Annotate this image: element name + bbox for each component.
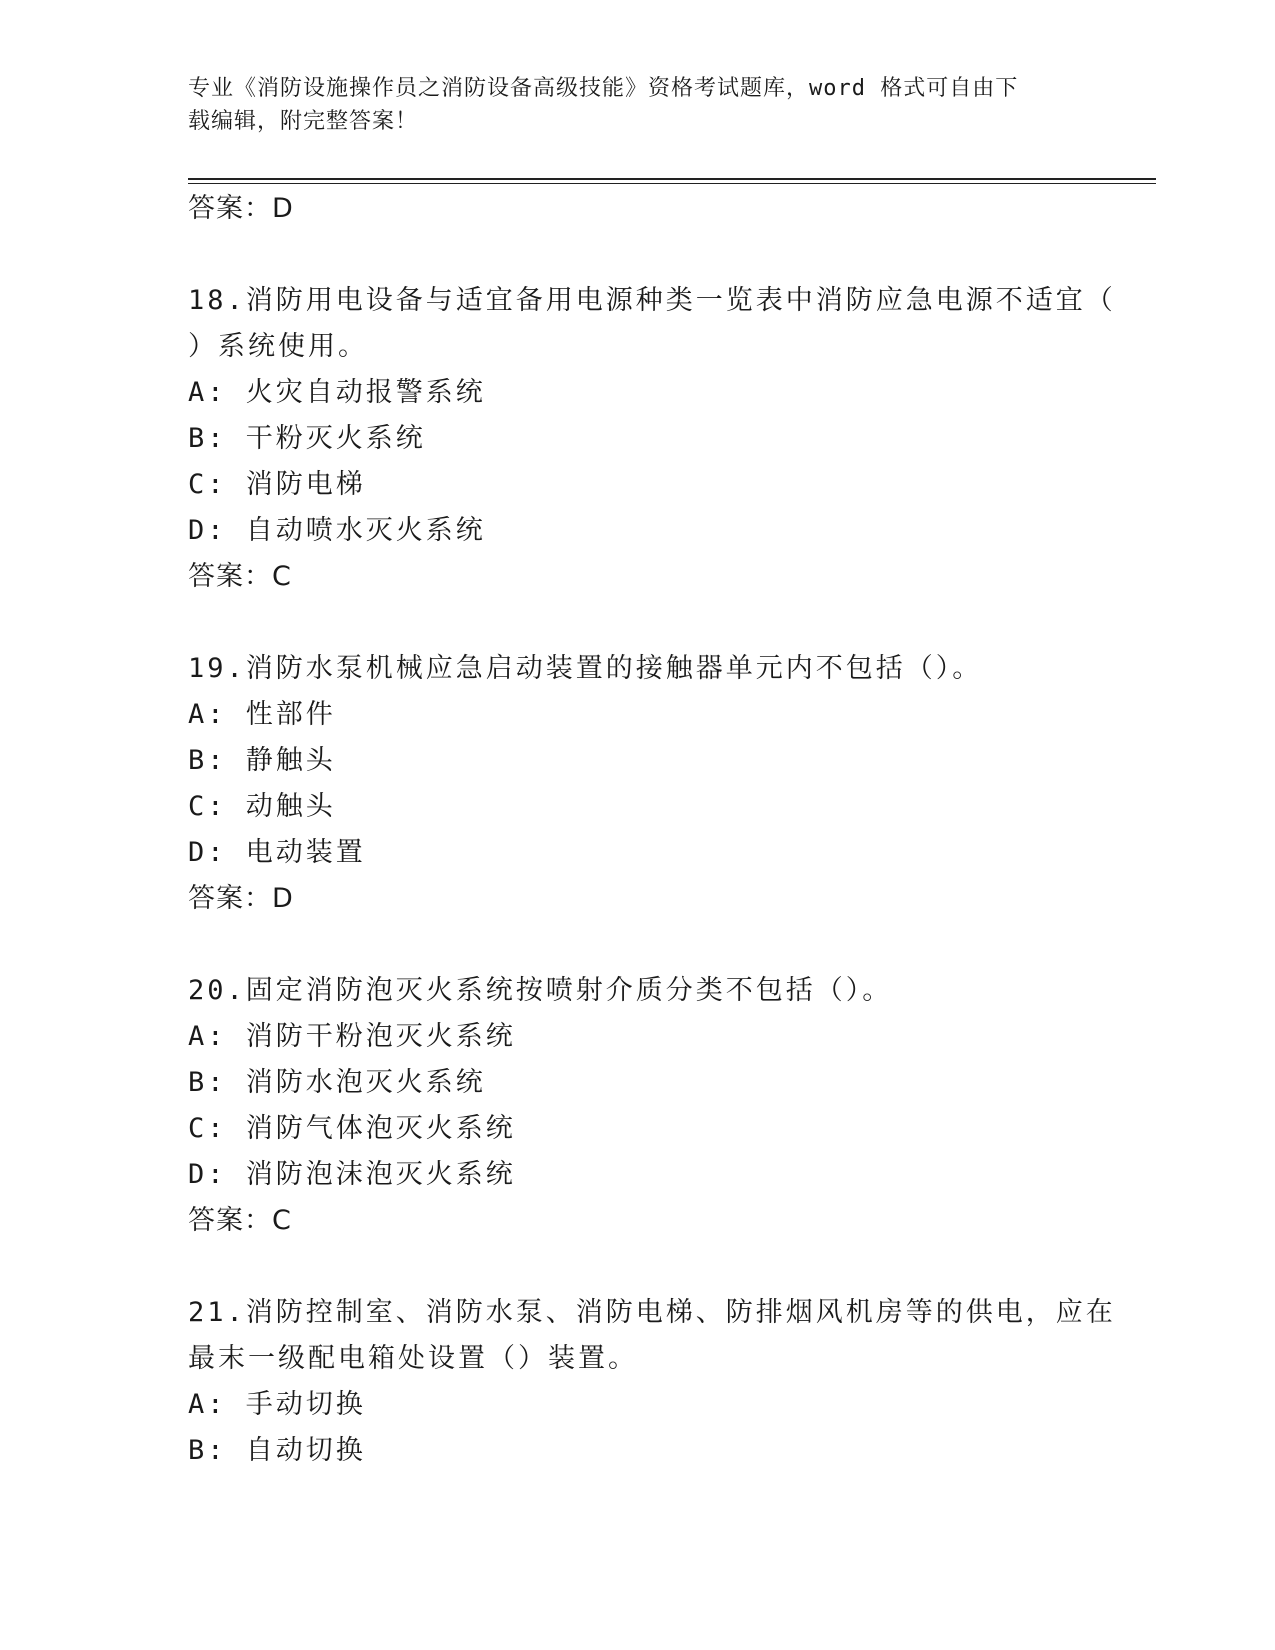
option-b: B: 静触头 <box>188 745 336 776</box>
document-header <box>188 72 1068 138</box>
question-stem: 21.消防控制室、消防水泵、消防电梯、防排烟风机房等的供电，应在 <box>188 1297 1116 1328</box>
option-d: D: 自动喷水灭火系统 <box>188 515 486 546</box>
option-a: A: 火灾自动报警系统 <box>188 377 486 408</box>
option-b: B: 消防水泡灭火系统 <box>188 1067 486 1098</box>
option-d: D: 消防泡沫泡灭火系统 <box>188 1159 516 1190</box>
question-stem: 18.消防用电设备与适宜备用电源种类一览表中消防应急电源不适宜（ <box>188 285 1116 316</box>
question-stem-continued: 最末一级配电箱处设置（）装置。 <box>188 1343 638 1374</box>
previous-answer: 答案：D <box>188 193 294 224</box>
option-d: D: 电动装置 <box>188 837 366 868</box>
question-list <box>188 186 1116 1474</box>
question-18 <box>188 278 1116 600</box>
option-b: B: 干粉灭火系统 <box>188 423 426 454</box>
question-21 <box>188 1290 1116 1474</box>
option-c: C: 消防气体泡灭火系统 <box>188 1113 516 1144</box>
option-a: A: 性部件 <box>188 699 336 730</box>
question-stem: 20.固定消防泡灭火系统按喷射介质分类不包括（）。 <box>188 975 893 1006</box>
header-divider <box>188 178 1156 184</box>
answer: 答案：C <box>188 561 292 592</box>
question-20 <box>188 968 1088 1244</box>
question-19 <box>188 646 1088 922</box>
question-stem: 19.消防水泵机械应急启动装置的接触器单元内不包括（）。 <box>188 653 983 684</box>
option-a: A: 手动切换 <box>188 1389 366 1420</box>
option-c: C: 动触头 <box>188 791 336 822</box>
header-line-2: 载编辑，附完整答案！ <box>188 109 419 134</box>
option-a: A: 消防干粉泡灭火系统 <box>188 1021 516 1052</box>
answer: 答案：D <box>188 883 294 914</box>
header-line-1: 专业《消防设施操作员之消防设备高级技能》资格考试题库，word 格式可自由下 <box>188 76 1019 101</box>
option-c: C: 消防电梯 <box>188 469 366 500</box>
question-stem-continued: ）系统使用。 <box>188 331 368 362</box>
option-b: B: 自动切换 <box>188 1435 366 1466</box>
answer: 答案：C <box>188 1205 292 1236</box>
